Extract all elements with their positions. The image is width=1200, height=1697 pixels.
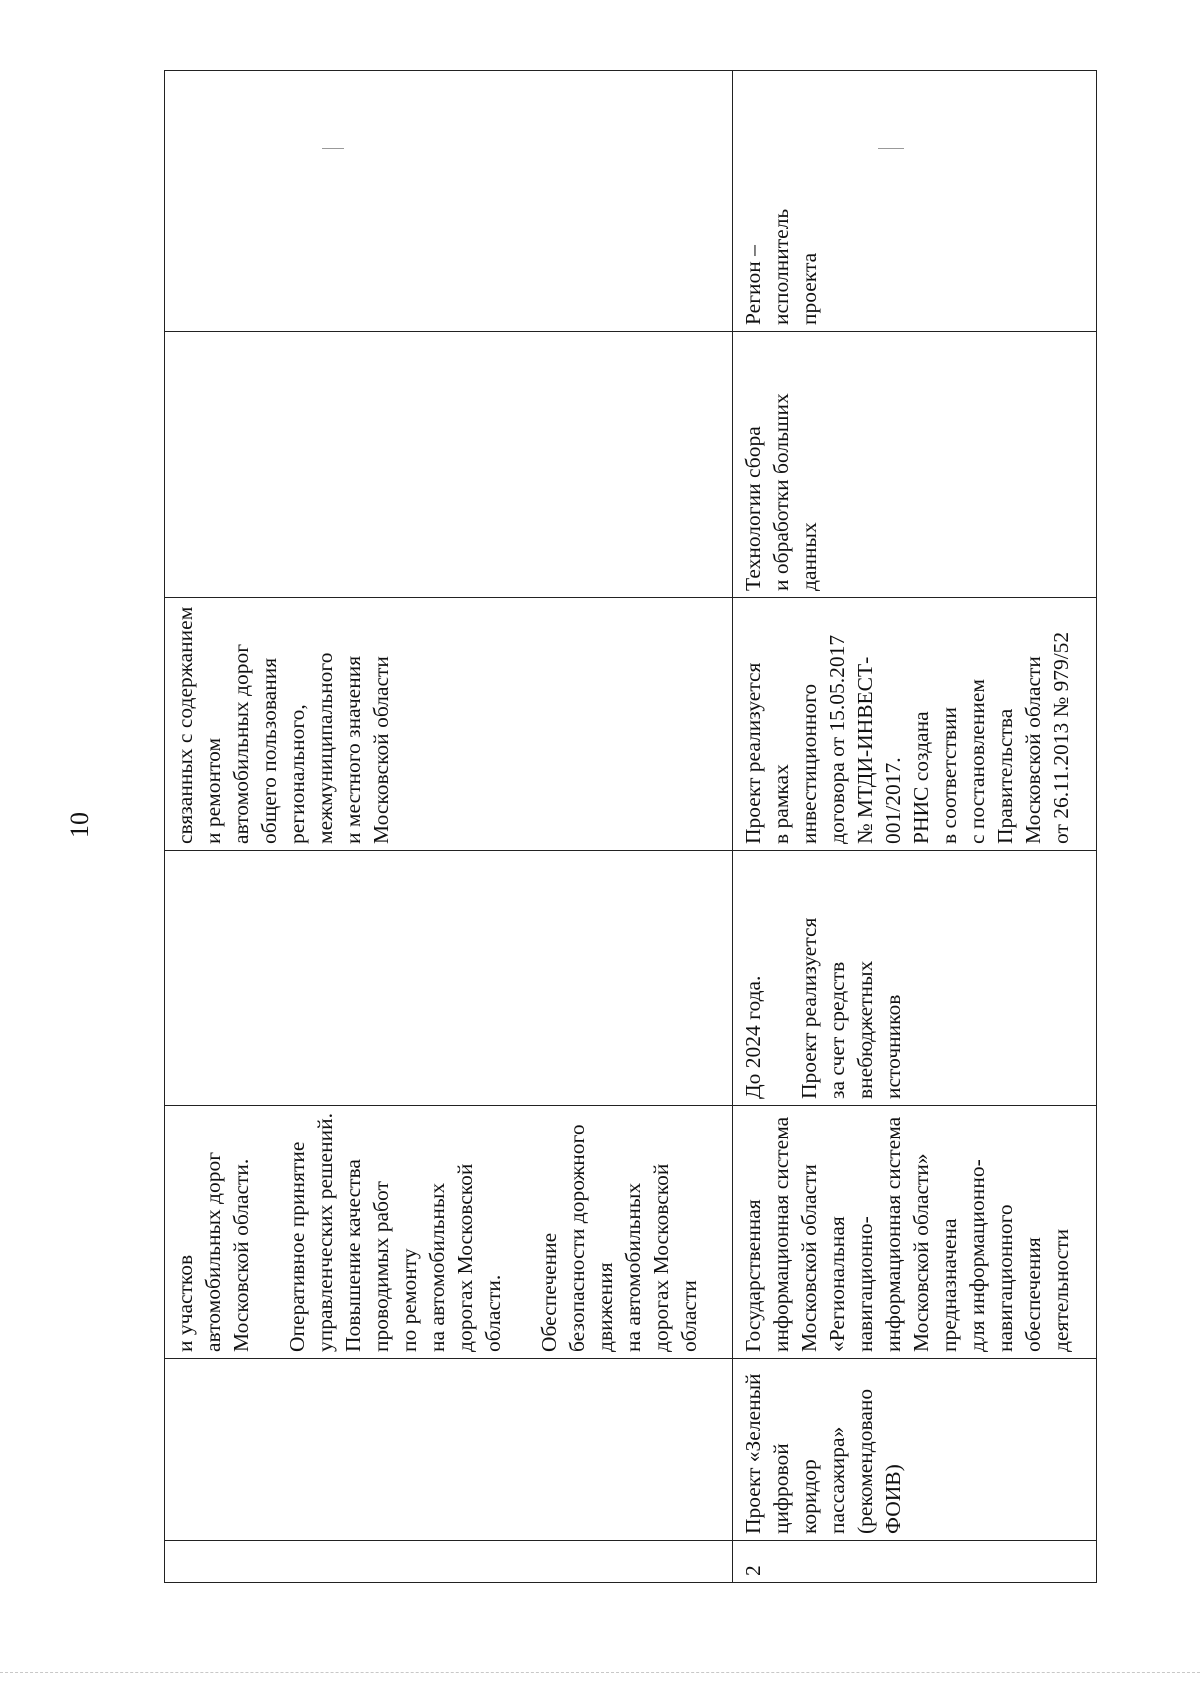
document-table-container [164, 71, 1096, 1583]
cell-technology [165, 332, 733, 598]
scan-edge-line [0, 1672, 1200, 1673]
cell-role [165, 71, 733, 332]
cell-description: Государственная информационная система Московской области «Региональная навигационно- информационная система Московской области» предназначена для информационно- навигационного обеспечения деятельности [733, 1106, 1097, 1359]
cell-term: До 2024 года. Проект реализуется за счет средств внебюджетных источников [733, 851, 1097, 1106]
scan-mark [878, 148, 904, 149]
cell-number: 2 [733, 1541, 1097, 1583]
cell-role: Регион – исполнитель проекта [733, 71, 1097, 332]
cell-technology: Технологии сбора и обработки больших данных [733, 332, 1097, 598]
cell-number [165, 1541, 733, 1583]
table-row-2 [733, 71, 1097, 1583]
cell-description: и участков автомобильных дорог Московской области. Оперативное принятие управленческих решений. Повышение качества проводимых работ по ремонту на автомобильных дорогах Московской области. Обеспечение безопасности дорожного движения на автомобильных дорогах Московской области [165, 1106, 733, 1359]
page-number: 10 [65, 812, 94, 838]
cell-basis: связанных с содержанием и ремонтом автомобильных дорог общего пользования регионального, межмуниципального и местного значения Московской области [165, 598, 733, 851]
cell-project-name: Проект «Зеленый цифровой коридор пассажира» (рекомендовано ФОИВ) [733, 1359, 1097, 1541]
table-row-continued [165, 71, 733, 1583]
cell-basis: Проект реализуется в рамках инвестиционного договора от 15.05.2017 № МТДИ-ИНВЕСТ- 001/2017. РНИС создана в соответствии с постановлением Правительства Московской области от 26.11.2013 № 979/52 [733, 598, 1097, 851]
document-table [164, 70, 1097, 1583]
cell-project-name [165, 1359, 733, 1541]
scan-mark [322, 148, 344, 149]
cell-term [165, 851, 733, 1106]
